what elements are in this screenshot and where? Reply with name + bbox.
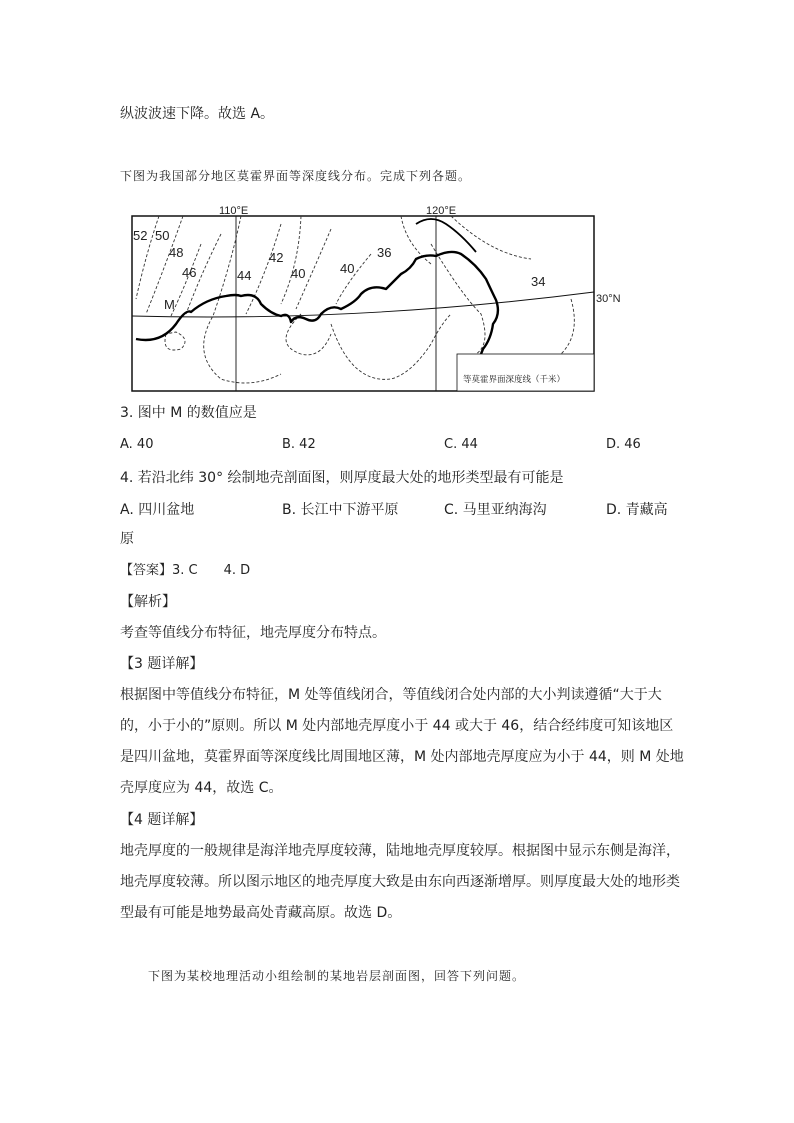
contour-label: 44	[237, 268, 252, 283]
detail4-tag: 【4 题详解】	[120, 812, 204, 828]
q3-option-a: A. 40	[120, 437, 154, 452]
answer-tag: 【答案】	[120, 563, 173, 578]
q4-option-d-wrap: 原	[120, 531, 134, 547]
moho-contour-map	[131, 204, 621, 394]
answer-line	[120, 561, 250, 581]
q4-options	[120, 499, 680, 519]
detail3-line: 根据图中等值线分布特征，M 处等值线闭合，等值线闭合处内部的大小判读遵循“大于大	[120, 687, 662, 703]
detail4-line: 地壳厚度的一般规律是海洋地壳厚度较薄，陆地地壳厚度较厚。根据图中显示东侧是海洋，	[120, 843, 680, 859]
detail4-line: 型最有可能是地势最高处青藏高原。故选 D。	[120, 905, 402, 921]
q3-option-b: B. 42	[282, 437, 316, 452]
analysis-text: 考查等值线分布特征，地壳厚度分布特点。	[120, 625, 386, 641]
analysis-tag: 【解析】	[120, 594, 176, 610]
detail3-line: 壳厚度应为 44，故选 C。	[120, 780, 283, 796]
contour-label: 50	[155, 228, 170, 243]
contour-label: 40	[340, 261, 355, 276]
contour-label: 40	[291, 266, 306, 281]
q3-stem: 3. 图中 M 的数值应是	[120, 405, 257, 421]
answer-text: 3. C 4. D	[172, 563, 251, 578]
contour-label: 52	[133, 228, 148, 243]
detail3-tag: 【3 题详解】	[120, 656, 204, 672]
point-m-label: M	[164, 297, 175, 312]
legend-box	[457, 354, 594, 391]
q4-option-b: B. 长江中下游平原	[282, 502, 399, 518]
q4-stem: 4. 若沿北纬 30° 绘制地壳剖面图，则厚度最大处的地形类型最有可能是	[120, 470, 564, 486]
detail3-line: 的，小于小的”原则。所以 M 处内部地壳厚度小于 44 或大于 46，结合经纬度可知该地区	[120, 718, 674, 734]
next-question-intro: 下图为某校地理活动小组绘制的某地岩层剖面图，回答下列问题。	[148, 969, 526, 983]
contour-label: 48	[169, 245, 184, 260]
lat-label-30n: 30°N	[596, 293, 621, 305]
legend-text: 等莫霍界面深度线（千米）	[463, 374, 566, 384]
previous-answer-tail: 纵波波速下降。故选 A。	[120, 106, 275, 122]
contour-label: 42	[269, 250, 284, 265]
q4-option-d: D. 青藏高	[606, 502, 668, 518]
question-intro: 下图为我国部分地区莫霍界面等深度线分布。完成下列各题。	[120, 169, 472, 183]
q3-option-c: C. 44	[444, 437, 478, 452]
q3-option-d: D. 46	[606, 437, 641, 452]
q4-option-c: C. 马里亚纳海沟	[444, 502, 547, 518]
q4-option-a: A. 四川盆地	[120, 502, 195, 518]
contour-label: 36	[377, 245, 392, 260]
contour-label: 46	[182, 265, 197, 280]
q3-options	[120, 437, 680, 452]
lon-label-120: 120°E	[426, 205, 457, 217]
contour-label: 34	[531, 274, 546, 289]
lon-label-110: 110°E	[219, 205, 249, 217]
detail3-line: 是四川盆地，莫霍界面等深度线比周围地区薄，M 处内部地壳厚度应为小于 44，则 M 处地	[120, 749, 684, 765]
detail4-line: 地壳厚度较薄。所以图示地区的地壳厚度大致是由东向西逐渐增厚。则厚度最大处的地形类	[120, 874, 680, 890]
